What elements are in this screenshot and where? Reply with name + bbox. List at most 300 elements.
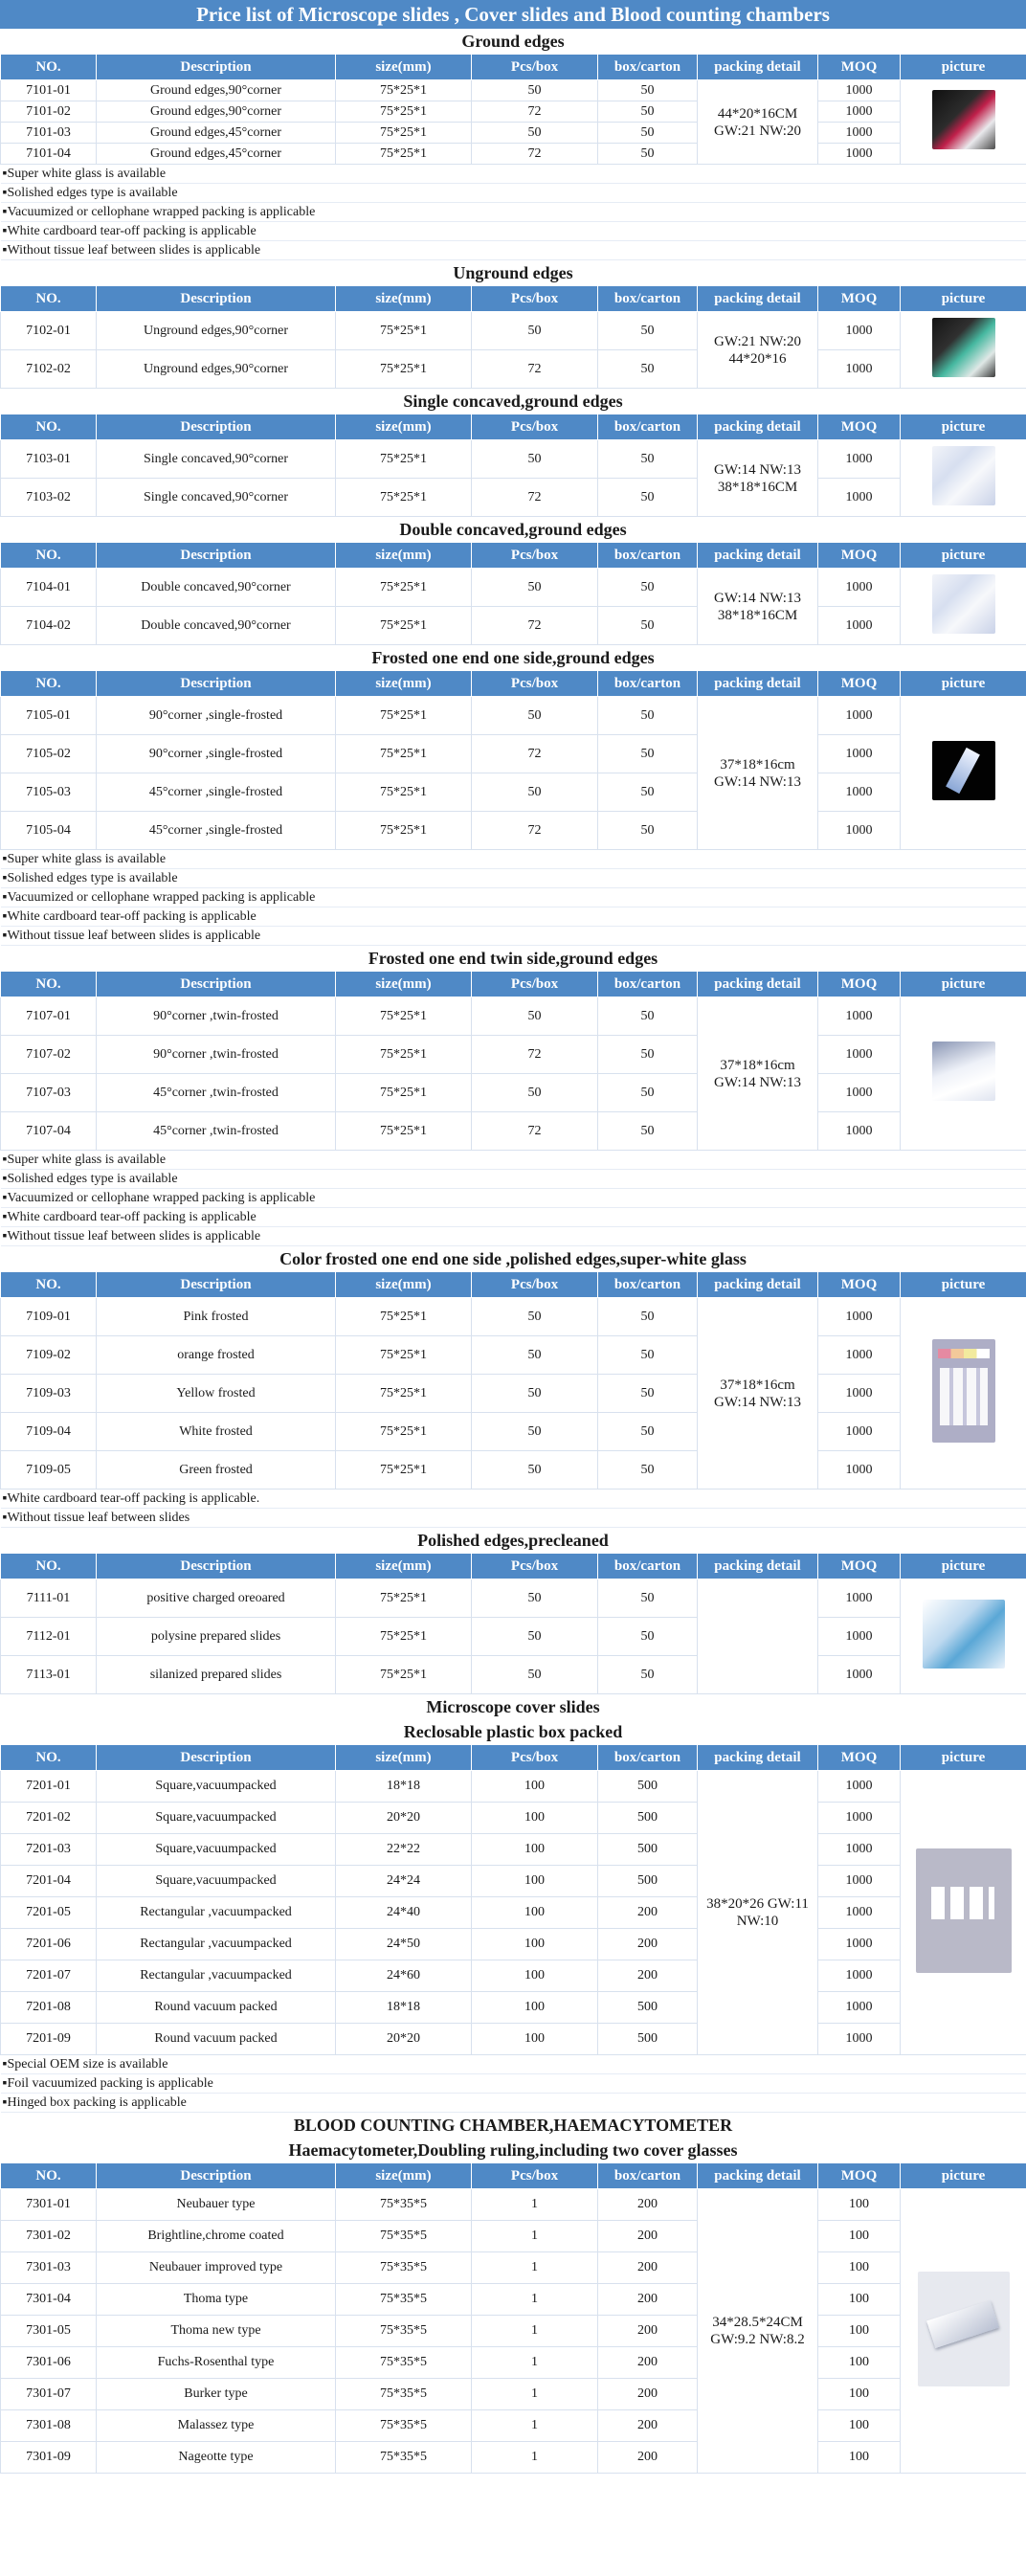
pcs-per-box: 100 [472,1960,598,1992]
item-size: 75*35*5 [336,2316,472,2347]
item-description: orange frosted [97,1336,336,1375]
section-title: Haemacytometer,Doubling ruling,including two cover glasses [288,2140,738,2160]
item-number: 7201-05 [1,1897,97,1929]
column-header: size(mm) [336,1554,472,1579]
item-number: 7102-01 [1,312,97,350]
note-text: ▪Hinged box packing is applicable [1,2094,1026,2113]
column-header: box/carton [598,1745,698,1771]
box-per-carton: 50 [598,1451,698,1490]
note-row [1,1189,1026,1208]
moq: 1000 [818,1771,901,1803]
concave-slide-icon [932,446,995,505]
item-number: 7101-02 [1,101,97,123]
item-size: 75*25*1 [336,1298,472,1336]
item-description: Ground edges,90°corner [97,101,336,123]
pcs-per-box: 50 [472,1413,598,1451]
table-row [1,2410,1026,2442]
box-per-carton: 200 [598,2316,698,2347]
item-size: 75*25*1 [336,773,472,812]
item-number: 7301-05 [1,2316,97,2347]
column-header: picture [901,1272,1026,1298]
column-header: Pcs/box [472,543,598,569]
price-table [0,54,1026,260]
item-description: Square,vacuumpacked [97,1771,336,1803]
item-size: 75*35*5 [336,2284,472,2316]
table-header-row [1,1745,1026,1771]
item-number: 7201-09 [1,2024,97,2055]
item-number: 7112-01 [1,1618,97,1656]
item-number: 7201-06 [1,1929,97,1960]
note-row [1,869,1026,888]
box-per-carton: 200 [598,1897,698,1929]
box-per-carton: 50 [598,479,698,517]
item-number: 7201-08 [1,1992,97,2024]
note-row [1,1151,1026,1170]
column-header: Pcs/box [472,414,598,440]
moq: 1000 [818,101,901,123]
column-header: size(mm) [336,1272,472,1298]
column-header: MOQ [818,1554,901,1579]
column-header: MOQ [818,1745,901,1771]
column-header: Pcs/box [472,55,598,80]
section-title: Single concaved,ground edges [403,392,623,411]
note-text: ▪Super white glass is available [1,1151,1026,1170]
column-header: picture [901,543,1026,569]
item-size: 75*25*1 [336,697,472,735]
table-row [1,1897,1026,1929]
item-size: 75*35*5 [336,2442,472,2474]
note-row [1,907,1026,927]
column-header: picture [901,671,1026,697]
note-text: ▪Solished edges type is available [1,1170,1026,1189]
box-per-carton: 50 [598,1074,698,1112]
column-header: MOQ [818,2163,901,2189]
item-size: 75*25*1 [336,1036,472,1074]
item-number: 7105-04 [1,812,97,850]
column-header: Description [97,1554,336,1579]
table-row [1,144,1026,165]
item-description: Rectangular ,vacuumpacked [97,1897,336,1929]
column-header: box/carton [598,286,698,312]
box-per-carton: 200 [598,2284,698,2316]
table-row [1,2189,1026,2221]
table-row [1,1036,1026,1074]
note-row [1,927,1026,946]
pcs-per-box: 50 [472,1656,598,1694]
moq: 1000 [818,1656,901,1694]
box-per-carton: 50 [598,1112,698,1151]
item-description: Neubauer improved type [97,2252,336,2284]
item-description: Thoma new type [97,2316,336,2347]
column-header: size(mm) [336,972,472,997]
box-per-carton: 500 [598,1992,698,2024]
picture-cell [901,569,1026,645]
pcs-per-box: 50 [472,123,598,144]
item-number: 7105-03 [1,773,97,812]
column-header: packing detail [698,671,818,697]
item-number: 7301-06 [1,2347,97,2379]
table-row [1,1803,1026,1834]
box-per-carton: 50 [598,1036,698,1074]
pcs-per-box: 72 [472,1112,598,1151]
item-number: 7111-01 [1,1579,97,1618]
item-description: 90°corner ,twin-frosted [97,997,336,1036]
item-description: Nageotte type [97,2442,336,2474]
table-row [1,350,1026,389]
moq: 1000 [818,569,901,607]
note-text: ▪Without tissue leaf between slides [1,1509,1026,1528]
table-row [1,1834,1026,1866]
column-header: MOQ [818,286,901,312]
note-row [1,203,1026,222]
item-size: 20*20 [336,2024,472,2055]
moq: 1000 [818,144,901,165]
column-header: picture [901,2163,1026,2189]
note-text: ▪Special OEM size is available [1,2055,1026,2074]
item-number: 7301-03 [1,2252,97,2284]
column-header: size(mm) [336,286,472,312]
pcs-per-box: 1 [472,2284,598,2316]
moq: 100 [818,2316,901,2347]
column-header: packing detail [698,972,818,997]
table-row [1,1074,1026,1112]
packing-detail: 37*18*16cm GW:14 NW:13 [698,997,818,1151]
column-header: Description [97,1272,336,1298]
section-title: BLOOD COUNTING CHAMBER,HAEMACYTOMETER [293,2116,733,2135]
table-row [1,2221,1026,2252]
box-per-carton: 50 [598,607,698,645]
column-header: Pcs/box [472,972,598,997]
column-header: Pcs/box [472,1745,598,1771]
box-per-carton: 50 [598,773,698,812]
column-header: MOQ [818,55,901,80]
item-description: Round vacuum packed [97,2024,336,2055]
column-header: NO. [1,286,97,312]
box-per-carton: 50 [598,80,698,101]
item-size: 75*35*5 [336,2347,472,2379]
box-per-carton: 200 [598,2442,698,2474]
pcs-per-box: 100 [472,1803,598,1834]
item-size: 75*35*5 [336,2221,472,2252]
note-text: ▪Vacuumized or cellophane wrapped packing is applicable [1,1189,1026,1208]
pcs-per-box: 100 [472,1834,598,1866]
moq: 1000 [818,1866,901,1897]
picture-cell [901,697,1026,850]
column-header: box/carton [598,543,698,569]
pcs-per-box: 72 [472,101,598,123]
table-row [1,1771,1026,1803]
item-size: 75*25*1 [336,440,472,479]
table-row [1,2024,1026,2055]
note-text: ▪Without tissue leaf between slides is applicable [1,241,1026,260]
picture-cell [901,1298,1026,1490]
item-number: 7301-02 [1,2221,97,2252]
column-header: size(mm) [336,2163,472,2189]
column-header: Pcs/box [472,286,598,312]
pcs-per-box: 50 [472,997,598,1036]
column-header: packing detail [698,55,818,80]
item-number: 7301-04 [1,2284,97,2316]
item-description: Double concaved,90°corner [97,569,336,607]
item-number: 7101-01 [1,80,97,101]
column-header: MOQ [818,414,901,440]
column-header: NO. [1,1745,97,1771]
packing-detail: GW:21 NW:20 44*20*16 [698,312,818,389]
picture-cell [901,312,1026,389]
frosted-slide-icon [932,741,995,800]
moq: 1000 [818,312,901,350]
item-number: 7104-02 [1,607,97,645]
item-number: 7301-01 [1,2189,97,2221]
table-row [1,1929,1026,1960]
picture-cell [901,80,1026,165]
section-title: Microscope cover slides [426,1697,600,1716]
note-row [1,888,1026,907]
item-description: 45°corner ,single-frosted [97,773,336,812]
box-per-carton: 200 [598,1929,698,1960]
pcs-per-box: 50 [472,1298,598,1336]
moq: 100 [818,2252,901,2284]
column-header: packing detail [698,286,818,312]
box-per-carton: 200 [598,2410,698,2442]
moq: 100 [818,2442,901,2474]
box-per-carton: 50 [598,350,698,389]
sections-container [0,29,1026,2474]
column-header: packing detail [698,543,818,569]
item-description: Ground edges,45°corner [97,144,336,165]
column-header: packing detail [698,1554,818,1579]
packing-detail: 37*18*16cm GW:14 NW:13 [698,697,818,850]
packing-detail: GW:14 NW:13 38*18*16CM [698,569,818,645]
pcs-per-box: 50 [472,1579,598,1618]
pcs-per-box: 100 [472,1866,598,1897]
table-header-row [1,671,1026,697]
column-header: NO. [1,972,97,997]
table-row [1,1618,1026,1656]
table-row [1,1992,1026,2024]
item-size: 75*35*5 [336,2189,472,2221]
note-row [1,1170,1026,1189]
note-text: ▪Foil vacuumized packing is applicable [1,2074,1026,2094]
moq: 1000 [818,607,901,645]
note-text: ▪White cardboard tear-off packing is applicable [1,907,1026,927]
picture-cell [901,1771,1026,2055]
pcs-per-box: 1 [472,2442,598,2474]
moq: 1000 [818,1992,901,2024]
moq: 1000 [818,812,901,850]
box-per-carton: 500 [598,1866,698,1897]
column-header: size(mm) [336,671,472,697]
note-text: ▪Solished edges type is available [1,869,1026,888]
column-header: box/carton [598,1554,698,1579]
note-row [1,1490,1026,1509]
item-description: Malassez type [97,2410,336,2442]
table-row [1,2347,1026,2379]
box-per-carton: 500 [598,1834,698,1866]
item-description: Brightline,chrome coated [97,2221,336,2252]
table-row [1,1336,1026,1375]
item-size: 75*35*5 [336,2252,472,2284]
cover-slides-box-icon [916,1848,1012,1973]
item-number: 7109-01 [1,1298,97,1336]
item-number: 7109-03 [1,1375,97,1413]
item-description: Unground edges,90°corner [97,350,336,389]
section-title: Unground edges [453,263,573,282]
table-header-row [1,55,1026,80]
pcs-per-box: 72 [472,735,598,773]
moq: 1000 [818,479,901,517]
packing-detail [698,1579,818,1694]
table-row [1,2252,1026,2284]
price-table [0,1271,1026,1528]
item-number: 7103-01 [1,440,97,479]
note-text: ▪Super white glass is available [1,165,1026,184]
item-description: Yellow frosted [97,1375,336,1413]
pcs-per-box: 72 [472,812,598,850]
column-header: box/carton [598,55,698,80]
box-per-carton: 50 [598,1618,698,1656]
item-size: 75*25*1 [336,1112,472,1151]
item-description: Ground edges,45°corner [97,123,336,144]
item-number: 7301-07 [1,2379,97,2410]
table-header-row [1,972,1026,997]
note-text: ▪Vacuumized or cellophane wrapped packing is applicable [1,888,1026,907]
item-description: 45°corner ,twin-frosted [97,1074,336,1112]
item-description: Thoma type [97,2284,336,2316]
item-number: 7109-05 [1,1451,97,1490]
pcs-per-box: 100 [472,1992,598,2024]
item-description: Ground edges,90°corner [97,80,336,101]
pcs-per-box: 50 [472,1451,598,1490]
page-title: Price list of Microscope slides , Cover slides and Blood counting chambers [0,0,1026,29]
column-header: MOQ [818,1272,901,1298]
moq: 100 [818,2221,901,2252]
column-header: packing detail [698,414,818,440]
table-row [1,123,1026,144]
item-size: 75*25*1 [336,101,472,123]
item-number: 7101-03 [1,123,97,144]
item-description: Round vacuum packed [97,1992,336,2024]
item-number: 7201-07 [1,1960,97,1992]
pcs-per-box: 50 [472,1336,598,1375]
pcs-per-box: 50 [472,1618,598,1656]
price-table [0,285,1026,389]
table-row [1,1656,1026,1694]
table-row [1,1413,1026,1451]
section-title: Ground edges [461,32,565,51]
column-header: Description [97,543,336,569]
moq: 1000 [818,1336,901,1375]
pcs-per-box: 50 [472,1074,598,1112]
item-size: 75*25*1 [336,479,472,517]
column-header: picture [901,972,1026,997]
item-number: 7105-02 [1,735,97,773]
column-header: Description [97,286,336,312]
column-header: packing detail [698,2163,818,2189]
box-per-carton: 50 [598,1579,698,1618]
box-per-carton: 50 [598,144,698,165]
column-header: NO. [1,1272,97,1298]
item-description: 45°corner ,single-frosted [97,812,336,850]
table-header-row [1,543,1026,569]
moq: 1000 [818,1579,901,1618]
column-header: Pcs/box [472,1554,598,1579]
note-row [1,2055,1026,2074]
box-per-carton: 50 [598,1413,698,1451]
price-table [0,670,1026,946]
table-row [1,997,1026,1036]
table-row [1,440,1026,479]
box-per-carton: 200 [598,1960,698,1992]
item-size: 75*25*1 [336,1336,472,1375]
pcs-per-box: 1 [472,2252,598,2284]
note-text: ▪White cardboard tear-off packing is applicable [1,1208,1026,1227]
item-description: Single concaved,90°corner [97,479,336,517]
column-header: size(mm) [336,543,472,569]
column-header: Description [97,55,336,80]
column-header: size(mm) [336,414,472,440]
packing-detail: 34*28.5*24CM GW:9.2 NW:8.2 [698,2189,818,2474]
picture-cell [901,1579,1026,1694]
item-size: 20*20 [336,1803,472,1834]
moq: 1000 [818,1112,901,1151]
pcs-per-box: 1 [472,2316,598,2347]
item-number: 7301-08 [1,2410,97,2442]
box-per-carton: 50 [598,1375,698,1413]
item-number: 7201-02 [1,1803,97,1834]
note-text: ▪Solished edges type is available [1,184,1026,203]
note-row [1,1208,1026,1227]
pcs-per-box: 100 [472,1897,598,1929]
item-size: 75*25*1 [336,1579,472,1618]
moq: 1000 [818,735,901,773]
price-table [0,1553,1026,1694]
item-number: 7102-02 [1,350,97,389]
pcs-per-box: 50 [472,569,598,607]
packing-detail: 44*20*16CM GW:21 NW:20 [698,80,818,165]
column-header: box/carton [598,671,698,697]
item-description: Double concaved,90°corner [97,607,336,645]
item-description: White frosted [97,1413,336,1451]
item-size: 75*25*1 [336,569,472,607]
moq: 1000 [818,123,901,144]
box-per-carton: 50 [598,569,698,607]
item-description: Square,vacuumpacked [97,1866,336,1897]
moq: 1000 [818,697,901,735]
table-row [1,697,1026,735]
item-size: 75*25*1 [336,312,472,350]
box-per-carton: 500 [598,1771,698,1803]
box-per-carton: 50 [598,1336,698,1375]
column-header: box/carton [598,972,698,997]
moq: 100 [818,2379,901,2410]
column-header: NO. [1,1554,97,1579]
pcs-per-box: 50 [472,697,598,735]
box-per-carton: 50 [598,440,698,479]
table-row [1,312,1026,350]
item-description: 90°corner ,single-frosted [97,697,336,735]
moq: 1000 [818,1960,901,1992]
pcs-per-box: 72 [472,607,598,645]
item-size: 75*25*1 [336,1375,472,1413]
packing-detail: 38*20*26 GW:11 NW:10 [698,1771,818,2055]
column-header: picture [901,1554,1026,1579]
note-row [1,1227,1026,1246]
note-row [1,1509,1026,1528]
moq: 1000 [818,1929,901,1960]
item-number: 7107-03 [1,1074,97,1112]
table-header-row [1,414,1026,440]
